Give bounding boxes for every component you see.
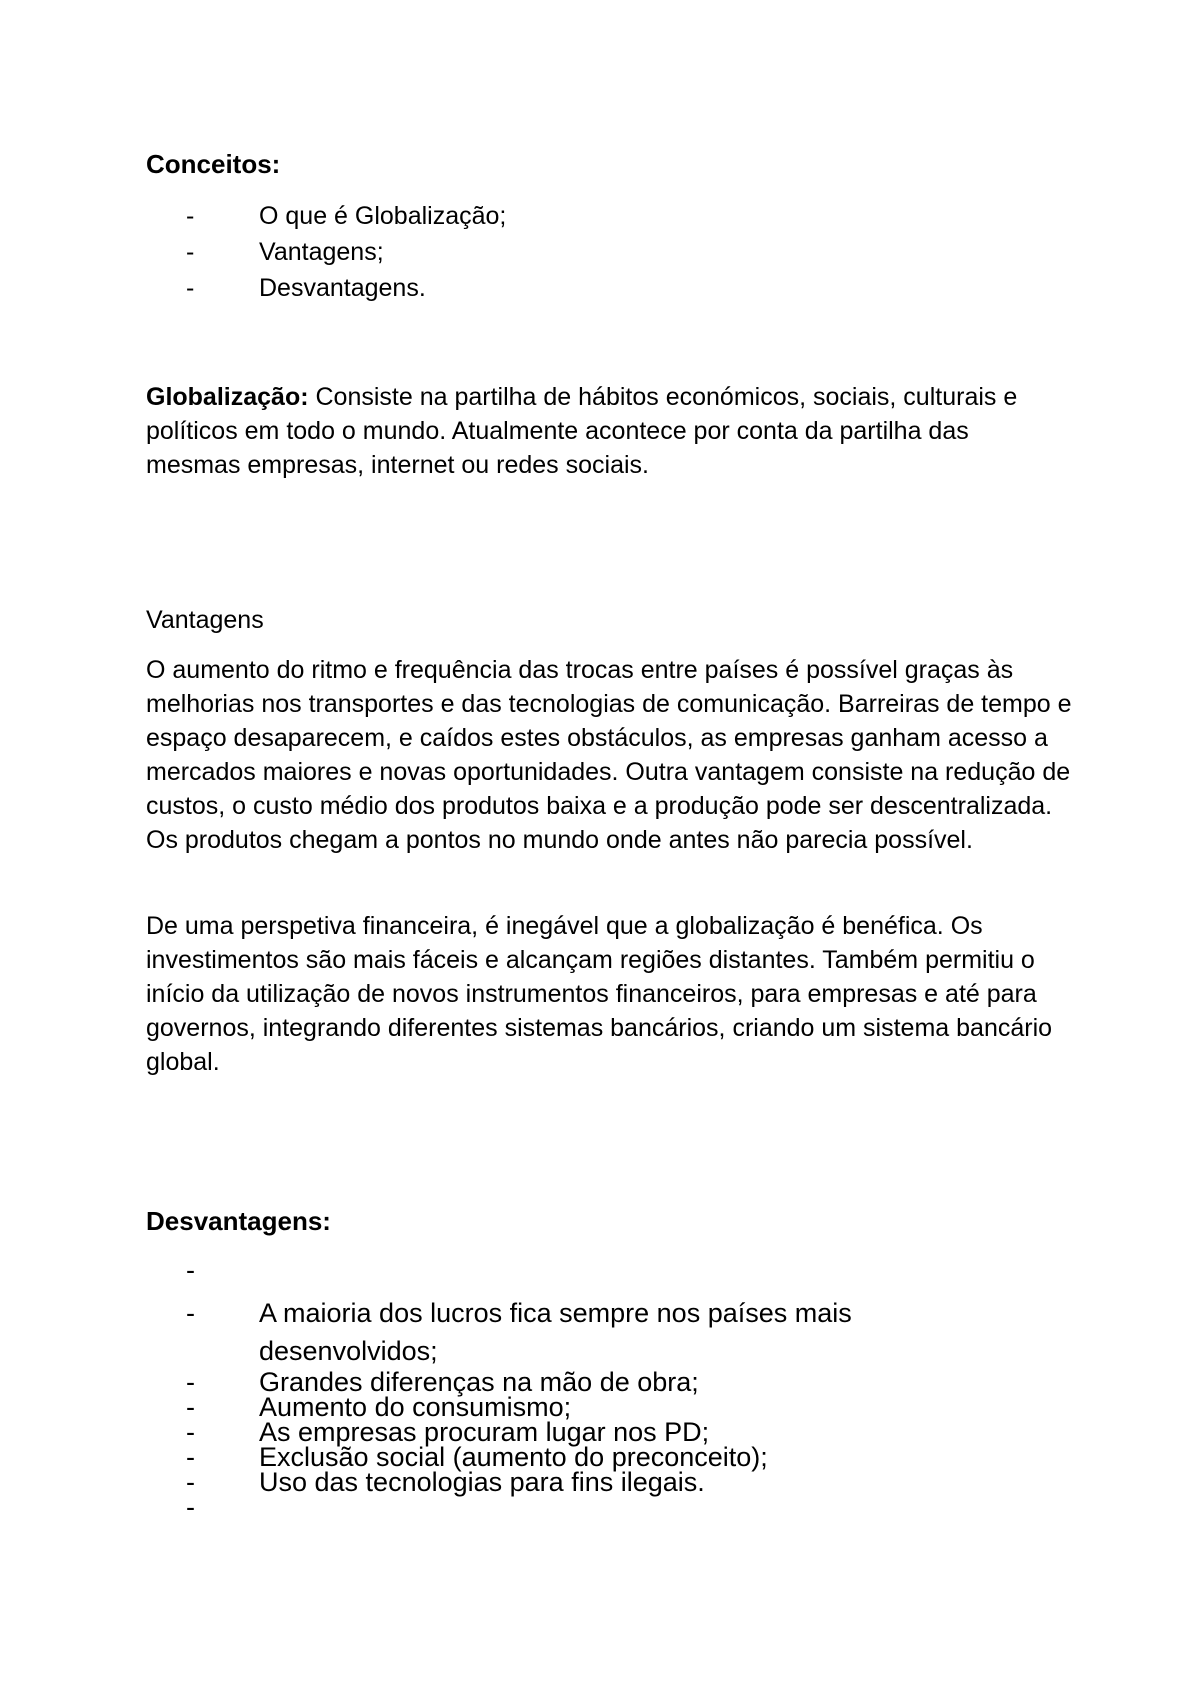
list-item (186, 270, 786, 306)
list-item-text: Vantagens; (259, 238, 384, 266)
bullet-dash: - (186, 274, 195, 302)
list-item (186, 1294, 946, 1370)
list-item (186, 1255, 946, 1294)
list-item-text: As empresas procuram lugar nos PD; (259, 1417, 710, 1447)
list-item-text: Aumento do consumismo; (259, 1392, 572, 1422)
bullet-dash: - (186, 1417, 195, 1447)
conceitos-heading: Conceitos: (146, 149, 281, 179)
list-item-text: A maioria dos lucros fica sempre nos países mais desenvolvidos; (259, 1298, 852, 1366)
bullet-dash: - (186, 202, 195, 230)
vantagens-paragraph-2: De uma perspetiva financeira, é inegável que a globalização é benéfica. Os investimentos são mais fáceis e alcançam regiões distantes. Também permitiu o início da utilização de novos instrumentos financeiros, para empresas e até para governos, integrando diferentes sistemas bancários, criando um sistema bancário global. (146, 912, 1053, 1076)
vantagens-heading: Vantagens (146, 606, 264, 634)
bullet-dash: - (186, 1298, 195, 1328)
list-item (186, 198, 786, 234)
conceitos-list (186, 198, 786, 306)
globalizacao-text: Consiste na partilha de hábitos económicos, sociais, culturais e políticos em todo o mundo. Atualmente acontece por conta da partilha das mesmas empresas, internet ou redes sociais. (146, 383, 1018, 479)
vantagens-paragraph-1: O aumento do ritmo e frequência das trocas entre países é possível graças às melhorias nos transportes e das tecnologias de comunicação. Barreiras de tempo e espaço desaparecem, e caídos estes obstáculos, as empresas ganham acesso a mercados maiores e novas oportunidades. Outra vantagem consiste na redução de custos, o custo médio dos produtos baixa e a produção pode ser descentralizada. Os produtos chegam a pontos no mundo onde antes não parecia possível. (146, 656, 1072, 854)
bullet-dash: - (186, 1492, 195, 1522)
list-item-text: Desvantagens. (259, 274, 426, 302)
bullet-dash: - (186, 1255, 195, 1285)
bullet-dash: - (186, 1367, 195, 1397)
desvantagens-list (186, 1255, 946, 1522)
list-item-text: Exclusão social (aumento do preconceito); (259, 1442, 768, 1472)
list-item-text: Grandes diferenças na mão de obra; (259, 1367, 699, 1397)
list-item (186, 1467, 946, 1497)
bullet-dash: - (186, 1392, 195, 1422)
desvantagens-heading: Desvantagens: (146, 1206, 331, 1236)
globalizacao-paragraph (146, 380, 1046, 482)
bullet-dash: - (186, 1442, 195, 1472)
bullet-dash: - (186, 1467, 195, 1497)
list-item (186, 234, 786, 270)
list-item-text: Uso das tecnologias para fins ilegais. (259, 1467, 705, 1497)
globalizacao-lead: Globalização: (146, 383, 309, 411)
bullet-dash: - (186, 238, 195, 266)
list-item-text: O que é Globalização; (259, 202, 507, 230)
